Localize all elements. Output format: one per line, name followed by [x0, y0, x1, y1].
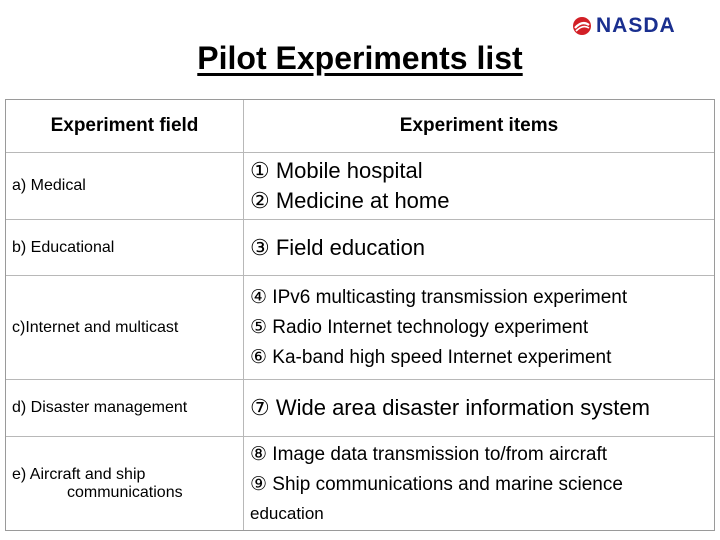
header-experiment-items [244, 100, 714, 152]
field-cell-line: communications [67, 483, 183, 501]
field-cell: d) Disaster management [6, 380, 244, 436]
experiment-item: ③ Field education [250, 234, 426, 260]
experiment-item: ⑨ Ship communications and marine science [250, 474, 623, 495]
nasda-emblem-icon [572, 16, 592, 36]
field-cell: c)Internet and multicast [6, 276, 244, 379]
header-experiment-items-label: Experiment items [399, 115, 559, 136]
header-experiment-field: Experiment field [6, 100, 244, 152]
table-row [6, 380, 714, 437]
field-cell-line: e) Aircraft and ship [12, 465, 146, 483]
items-cell [244, 380, 714, 436]
experiments-table [5, 99, 715, 531]
experiment-item: ② Medicine at home [250, 188, 450, 213]
field-cell [6, 437, 244, 530]
nasda-logo [572, 12, 676, 40]
table-row [6, 276, 714, 380]
table-header-row [6, 100, 714, 153]
page-title: Pilot Experiments list [197, 40, 523, 76]
experiment-item: ⑥ Ka-band high speed Internet experiment [250, 346, 612, 368]
table-row [6, 437, 714, 530]
experiment-item: ④ IPv6 multicasting transmission experiment [250, 286, 628, 308]
experiment-item: education [250, 504, 324, 523]
experiment-item: ⑤ Radio Internet technology experiment [250, 316, 589, 338]
field-cell: b) Educational [6, 220, 244, 275]
items-cell [244, 220, 714, 275]
experiment-item: ① Mobile hospital [250, 158, 423, 183]
experiment-item: ⑦ Wide area disaster information system [250, 395, 650, 420]
items-cell [244, 276, 714, 379]
experiment-item: ⑧ Image data transmission to/from aircraft [250, 444, 608, 465]
table-row [6, 153, 714, 220]
field-cell: a) Medical [6, 153, 244, 219]
table-row [6, 220, 714, 276]
items-cell [244, 153, 714, 219]
items-cell [244, 437, 714, 530]
logo-wordmark: NASDA [596, 14, 676, 37]
